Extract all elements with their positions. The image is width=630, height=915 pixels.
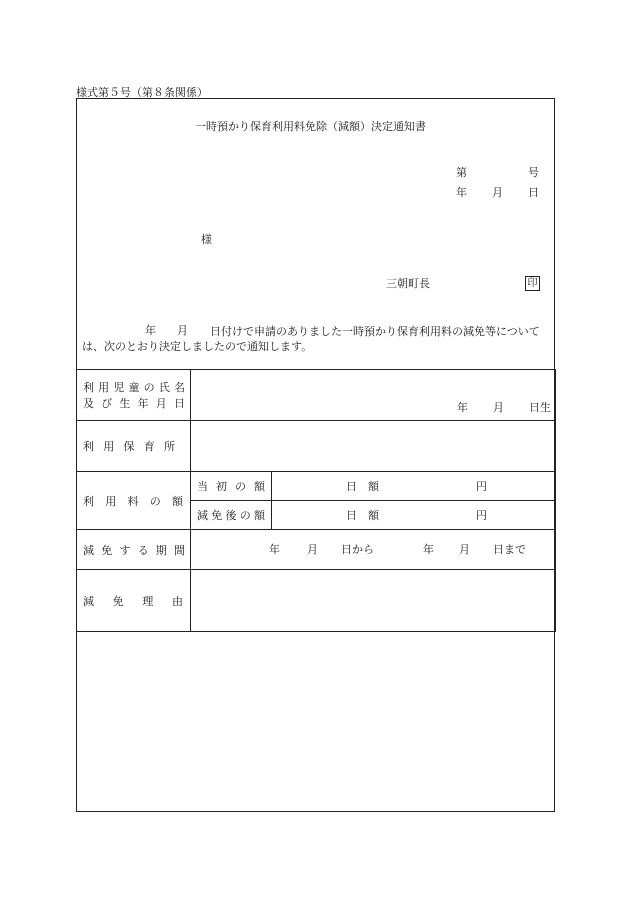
row-period <box>77 530 556 570</box>
details-table <box>76 369 556 632</box>
fee-initial-value-cell <box>272 472 556 501</box>
period-start-month: 月 <box>307 543 318 556</box>
period-start-year: 年 <box>269 543 280 556</box>
fee-initial-label: 当初の額 <box>197 480 265 493</box>
facility-value-cell <box>191 421 556 472</box>
row-reason <box>77 570 556 632</box>
fee-label: 利用料の額 <box>83 494 183 508</box>
fee-label-cell <box>77 472 191 530</box>
reason-value-cell <box>191 570 556 632</box>
facility-label: 利用保育所 <box>83 440 175 453</box>
notice-text: 日付けで申請のありました一時預かり保育利用料の減免等については、次のとおり決定しましたので通知します。 <box>82 325 540 353</box>
row-fee-initial <box>77 472 556 501</box>
period-value-cell <box>191 530 556 570</box>
doc-number-prefix: 第 <box>456 166 467 179</box>
child-value-cell <box>191 370 556 421</box>
child-birth-year: 年 <box>457 401 468 414</box>
fee-initial-yen: 円 <box>476 480 487 493</box>
row-facility <box>77 421 556 472</box>
issuer-name: 三朝町長 <box>386 277 430 290</box>
row-child <box>77 370 556 421</box>
period-label-cell <box>77 530 191 570</box>
child-label-cell <box>77 370 191 421</box>
form-number-label: 様式第５号（第８条関係） <box>76 86 208 99</box>
date-year: 年 <box>456 186 467 199</box>
child-birth-day: 日生 <box>529 401 551 414</box>
date-month: 月 <box>492 186 503 199</box>
fee-reduced-value-cell <box>272 501 556 530</box>
recipient-suffix: 様 <box>201 233 212 246</box>
doc-number-suffix: 号 <box>528 166 539 179</box>
fee-reduced-label-cell <box>191 501 272 530</box>
date-day: 日 <box>528 186 539 199</box>
document-title: 一時預かり保育利用料免除（減額）決定通知書 <box>195 120 426 133</box>
period-end-month: 月 <box>459 543 470 556</box>
notice-month: 月 <box>177 324 188 337</box>
notice-year: 年 <box>145 324 156 337</box>
reason-label-cell <box>77 570 191 632</box>
fee-initial-label-cell <box>191 472 272 501</box>
fee-initial-daily: 日 額 <box>346 480 379 493</box>
period-end-year: 年 <box>423 543 434 556</box>
facility-label-cell <box>77 421 191 472</box>
fee-reduced-label: 減免後の額 <box>197 509 265 522</box>
fee-reduced-yen: 円 <box>476 509 487 522</box>
child-label-line2: 及び生年月日 <box>83 397 185 410</box>
period-end-day: 日まで <box>493 543 526 556</box>
child-birth-month: 月 <box>493 401 504 414</box>
period-start-day: 日から <box>341 543 374 556</box>
child-label-line1: 利用児童の氏名 <box>83 381 185 394</box>
seal-stamp: 印 <box>525 276 540 291</box>
period-label: 減免する期間 <box>83 543 185 557</box>
reason-label: 減免理由 <box>83 594 183 608</box>
fee-reduced-daily: 日 額 <box>346 509 379 522</box>
